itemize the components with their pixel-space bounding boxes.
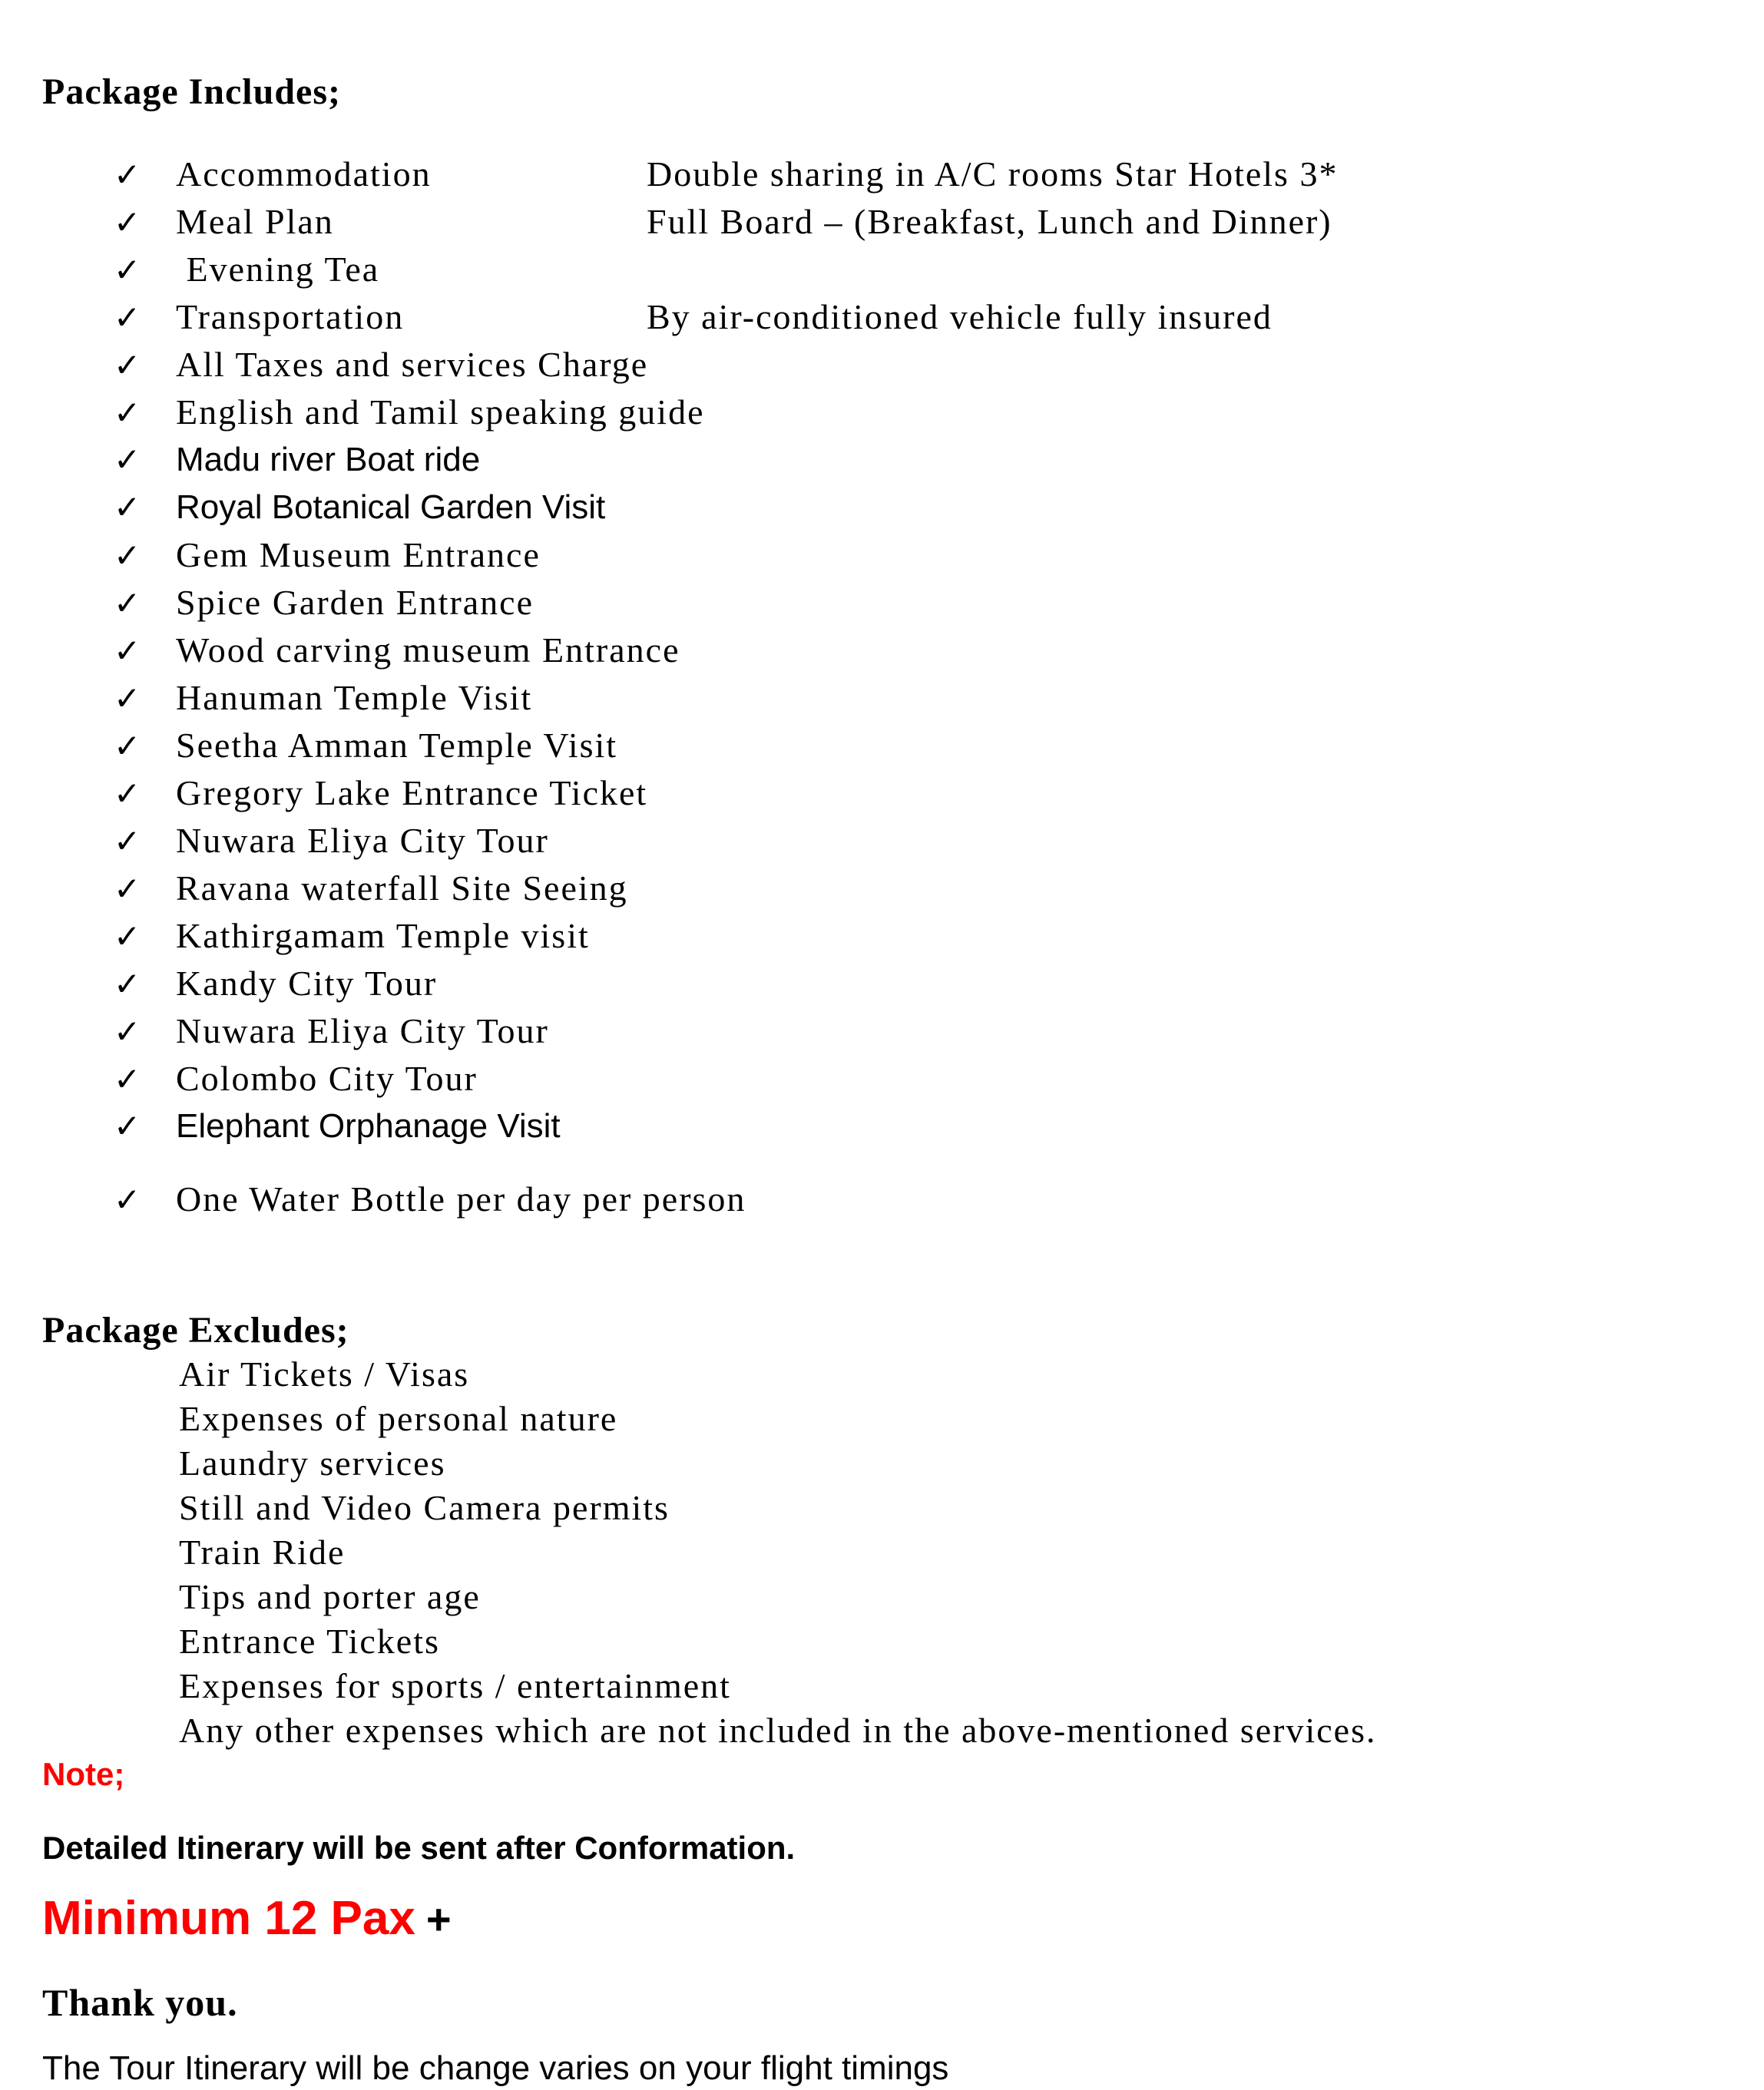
- include-item: [42, 627, 1741, 674]
- package-includes-heading: Package Includes;: [42, 71, 341, 112]
- confirmation-note: Detailed Itinerary will be sent after Conformation.: [42, 1830, 796, 1866]
- checkmark-icon: ✓: [114, 1013, 141, 1050]
- exclude-item: Still and Video Camera permits: [179, 1488, 670, 1527]
- include-item: [42, 769, 1741, 817]
- checkmark-icon: ✓: [114, 156, 141, 193]
- include-item: [42, 436, 1741, 484]
- include-item-label: Meal Plan: [176, 202, 334, 241]
- checkmark-icon: ✓: [114, 394, 141, 432]
- include-item: [42, 1007, 1741, 1055]
- include-item-label: Nuwara Eliya City Tour: [176, 821, 549, 860]
- include-item-label: Madu river Boat ride: [176, 441, 481, 478]
- exclude-item: Entrance Tickets: [179, 1622, 440, 1661]
- include-item-label: Seetha Amman Temple Visit: [176, 726, 618, 765]
- include-item: [42, 198, 1741, 246]
- minimum-pax-line: [42, 1891, 1741, 1947]
- exclude-item: Expenses of personal nature: [179, 1399, 618, 1438]
- include-item-label: All Taxes and services Charge: [176, 345, 649, 384]
- include-item-label: Hanuman Temple Visit: [176, 678, 533, 717]
- note-label: Note;: [42, 1756, 125, 1792]
- include-item-label: Nuwara Eliya City Tour: [176, 1011, 549, 1050]
- include-item: [42, 389, 1741, 436]
- include-item-label: Ravana waterfall Site Seeing: [176, 868, 628, 908]
- excludes-list: [42, 1352, 1741, 1753]
- checkmark-icon: ✓: [114, 870, 141, 908]
- minimum-pax-text: Minimum 12 Pax: [42, 1892, 415, 1945]
- include-item: [42, 722, 1741, 769]
- include-item-label: Evening Tea: [176, 250, 380, 289]
- include-item: [42, 293, 1741, 341]
- include-item: [42, 1055, 1741, 1103]
- exclude-item: Train Ride: [179, 1533, 346, 1572]
- include-item: [42, 246, 1741, 293]
- include-item: [42, 1103, 1741, 1150]
- include-item-value: Full Board – (Breakfast, Lunch and Dinner): [647, 202, 1332, 241]
- checkmark-icon: ✓: [114, 251, 141, 289]
- include-item: [42, 150, 1741, 198]
- include-item: [42, 674, 1741, 722]
- include-item: [42, 1176, 1741, 1223]
- include-item-label: Wood carving museum Entrance: [176, 630, 680, 670]
- checkmark-icon: ✓: [114, 822, 141, 860]
- include-item: [42, 579, 1741, 627]
- exclude-item: Expenses for sports / entertainment: [179, 1666, 731, 1705]
- thank-you-text: Thank you.: [42, 1981, 238, 2024]
- include-item: [42, 960, 1741, 1007]
- checkmark-icon: ✓: [114, 632, 141, 670]
- package-excludes-heading: Package Excludes;: [42, 1310, 349, 1351]
- include-item: [42, 531, 1741, 579]
- include-item-label: Gregory Lake Entrance Ticket: [176, 773, 648, 812]
- checkmark-icon: ✓: [114, 727, 141, 765]
- exclude-item: Tips and porter age: [179, 1577, 481, 1616]
- checkmark-icon: ✓: [114, 1107, 141, 1145]
- exclude-item: Any other expenses which are not included in the above-mentioned services.: [179, 1711, 1377, 1750]
- include-item: [42, 341, 1741, 389]
- checkmark-icon: ✓: [114, 680, 141, 717]
- checkmark-icon: ✓: [114, 488, 141, 526]
- include-item-label: Royal Botanical Garden Visit: [176, 488, 606, 526]
- checkmark-icon: ✓: [114, 346, 141, 384]
- include-item-label: Kathirgamam Temple visit: [176, 916, 590, 955]
- include-item-label: Kandy City Tour: [176, 964, 438, 1003]
- include-item-label: Accommodation: [176, 154, 432, 193]
- checkmark-icon: ✓: [114, 537, 141, 574]
- include-item-label: Gem Museum Entrance: [176, 535, 541, 574]
- checkmark-icon: ✓: [114, 1060, 141, 1098]
- include-item-label: English and Tamil speaking guide: [176, 392, 705, 432]
- include-item: [42, 484, 1741, 531]
- footer-note: The Tour Itinerary will be change varies on your flight timings: [42, 2049, 949, 2087]
- checkmark-icon: ✓: [114, 441, 141, 478]
- include-item-value: Double sharing in A/C rooms Star Hotels 3*: [647, 154, 1339, 193]
- include-item-label: Colombo City Tour: [176, 1059, 478, 1098]
- plus-sign: +: [425, 1895, 452, 1943]
- include-item-label: Spice Garden Entrance: [176, 583, 534, 622]
- exclude-item: Air Tickets / Visas: [179, 1354, 470, 1394]
- exclude-item: Laundry services: [179, 1443, 446, 1483]
- include-item-label: Elephant Orphanage Visit: [176, 1107, 561, 1145]
- includes-list: [42, 150, 1741, 1223]
- include-item: [42, 817, 1741, 865]
- checkmark-icon: ✓: [114, 203, 141, 241]
- checkmark-icon: ✓: [114, 584, 141, 622]
- checkmark-icon: ✓: [114, 918, 141, 955]
- checkmark-icon: ✓: [114, 965, 141, 1003]
- include-item-label: Transportation: [176, 297, 405, 336]
- include-item: [42, 865, 1741, 912]
- include-item: [42, 912, 1741, 960]
- checkmark-icon: ✓: [114, 299, 141, 336]
- checkmark-icon: ✓: [114, 1181, 141, 1219]
- include-item-label: One Water Bottle per day per person: [176, 1179, 746, 1219]
- checkmark-icon: ✓: [114, 775, 141, 812]
- include-item-value: By air-conditioned vehicle fully insured: [647, 297, 1273, 336]
